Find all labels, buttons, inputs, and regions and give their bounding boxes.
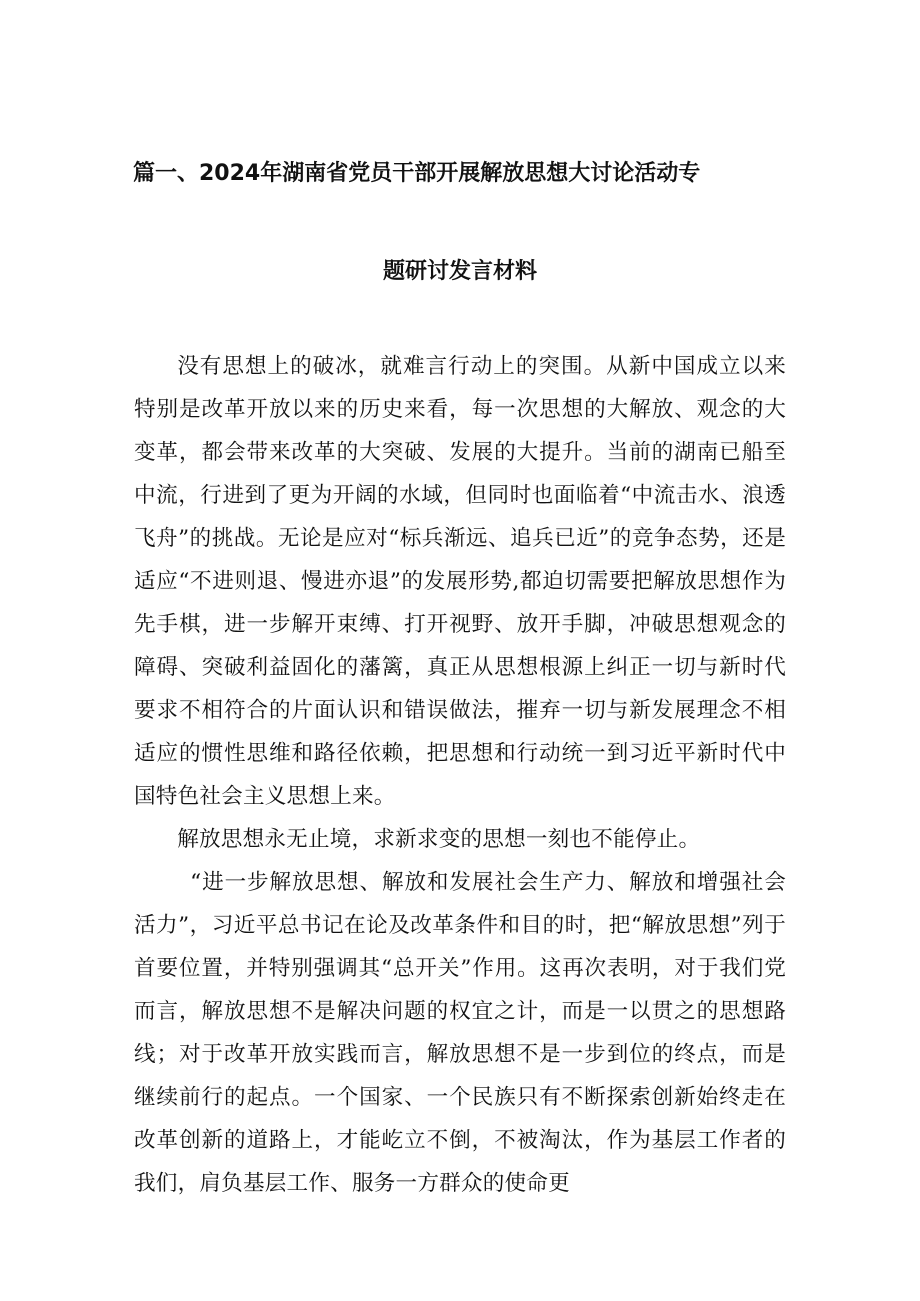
document-title-line-1: 篇一、2024年湖南省党员干部开展解放思想大讨论活动专 xyxy=(133,161,701,186)
body-paragraph-2: 解放思想永无止境，求新求变的思想一刻也不能停止。 xyxy=(177,827,701,852)
body-paragraph-3: “进一步解放思想、解放和发展社会生产力、解放和增强社会活力”，习近平总书记在论及改革条件和目的时，把“解放思想”列于首要位置，并特别强调其“总开关”作用。这再次表明，对于我们党而言，解放思想不是解决问题的权宜之计，而是一以贯之的思想路线；对于改革开放实践而言，解放思想不是一步到位的终点，而是继续前行的起点。一个国家、一个民族只有不断探索创新始终走在改革创新的道路上，才能屹立不倒，不被淘汰，作为基层工作者的我们，肩负基层工作、服务一方群众的使命更 xyxy=(134,870,786,1196)
body-paragraph-1: 没有思想上的破冰，就难言行动上的突围。从新中国成立以来特别是改革开放以来的历史来看，每一次思想的大解放、观念的大变革，都会带来改革的大突破、发展的大提升。当前的湖南已船至中流，行进到了更为开阔的水域，但同时也面临着“中流击水、浪透飞舟”的挑战。无论是应对“标兵渐远、追兵已近”的竞争态势，还是适应“不进则退、慢进亦退”的发展形势,都迫切需要把解放思想作为先手棋，进一步解开束缚、打开视野、放开手脚，冲破思想观念的障碍、突破利益固化的藩篱，真正从思想根源上纠正一切与新时代要求不相符合的片面认识和错误做法，摧弃一切与新发展理念不相适应的惯性思维和路径依赖，把思想和行动统一到习近平新时代中国特色社会主义思想上来。 xyxy=(134,354,786,809)
document-title-line-2: 题研讨发言材料 xyxy=(382,259,537,284)
